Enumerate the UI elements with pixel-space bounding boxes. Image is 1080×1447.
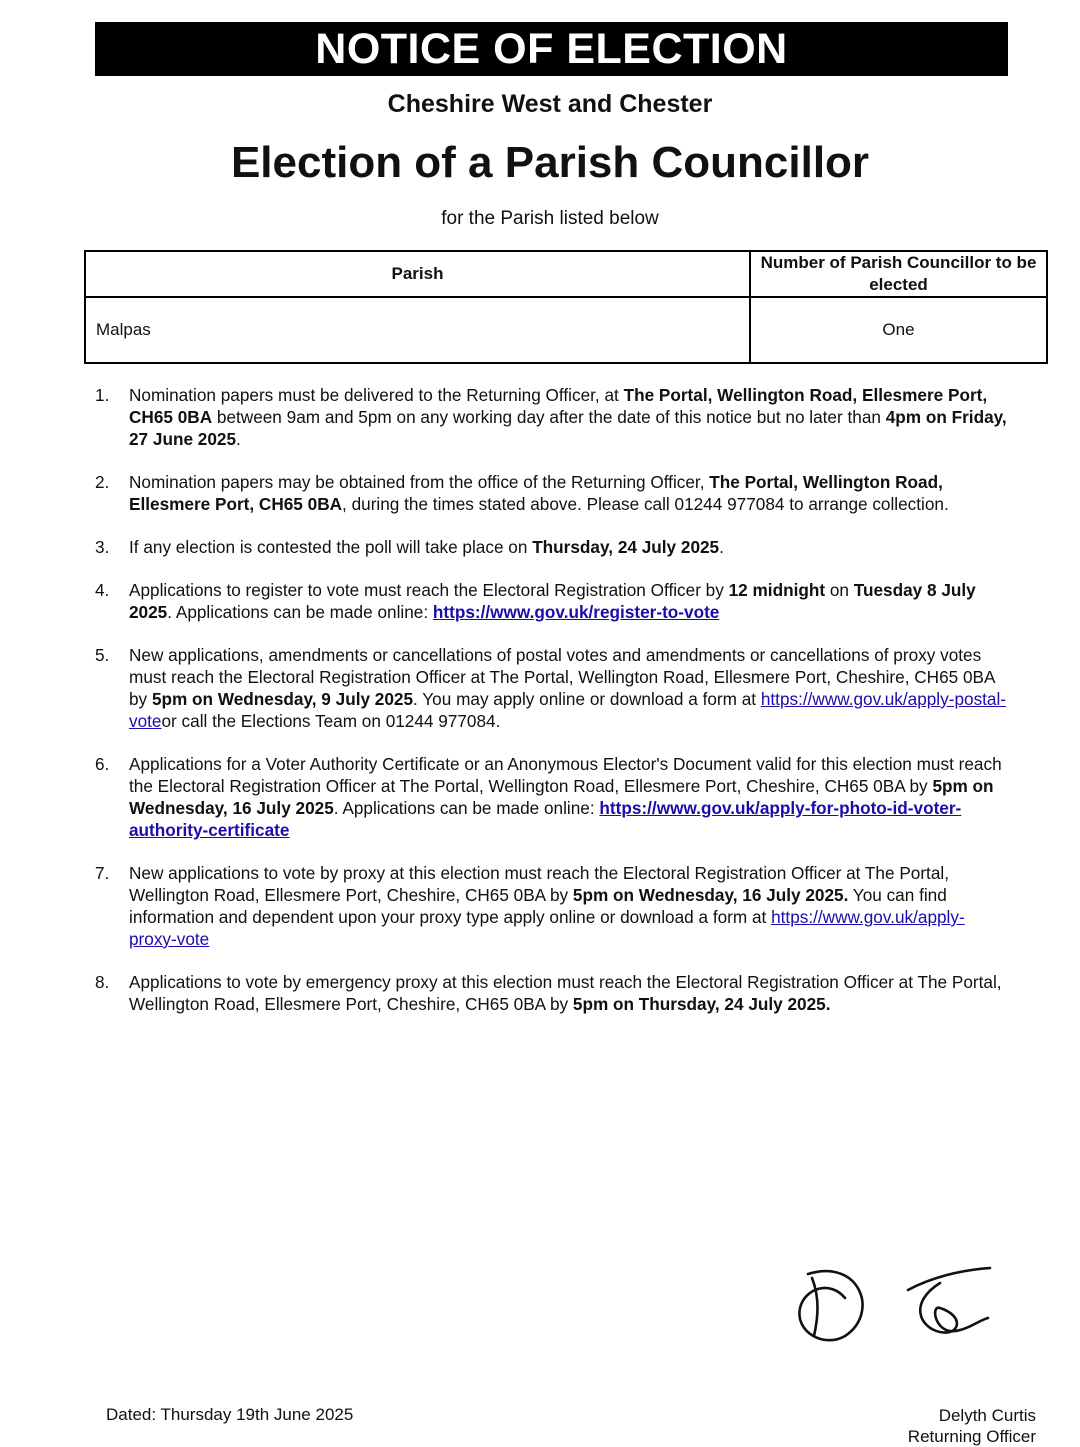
note-text-segment: If any election is contested the poll will take place on <box>129 537 533 557</box>
note-number: 2. <box>95 472 110 492</box>
note-item <box>95 536 1010 558</box>
table-header-row <box>85 251 1047 297</box>
note-number: 8. <box>95 972 110 992</box>
note-text-segment: New applications to vote by proxy at this election must reach the Electoral Registration Officer at The Portal, Wellington Road, Ellesmere Port, Cheshire, CH65 0BA by <box>129 863 949 905</box>
dated-text: Dated: Thursday 19th June 2025 <box>106 1405 354 1424</box>
note-text <box>129 384 1010 450</box>
note-item <box>95 384 1010 450</box>
note-bold-text: The Portal, Wellington Road, Ellesmere Port, CH65 0BA <box>129 385 988 427</box>
note-item <box>95 753 1010 841</box>
note-text-segment: Applications to register to vote must reach the Electoral Registration Officer by <box>129 580 729 600</box>
note-text-segment: . <box>236 429 241 449</box>
number-column-header: Number of Parish Councillor to be elected <box>750 251 1047 297</box>
parish-name-cell: Malpas <box>85 297 750 363</box>
note-text <box>129 536 1010 558</box>
table-row <box>85 297 1047 363</box>
note-text <box>129 862 1010 950</box>
note-bold-text: The Portal, Wellington Road, Ellesmere Port, CH65 0BA <box>129 472 943 514</box>
officer-name: Delyth Curtis <box>938 1406 1036 1425</box>
note-number: 6. <box>95 754 110 774</box>
note-text-segment: New applications, amendments or cancellations of postal votes and amendments or cancellations of proxy votes must reach the Electoral Registration Officer at The Portal, Wellington Road, Ellesmere Port, Cheshire, CH65 0BA by <box>129 645 995 709</box>
note-bold-text: Thursday, 24 July 2025 <box>532 537 720 557</box>
note-item <box>95 644 1010 732</box>
note-item <box>95 971 1010 1015</box>
note-text <box>129 753 1010 841</box>
note-link[interactable]: https://www.gov.uk/register-to-vote <box>432 602 720 622</box>
note-link[interactable]: https://www.gov.uk/apply-proxy-vote <box>129 907 965 949</box>
notice-banner <box>95 22 1008 76</box>
note-text-segment: . <box>719 537 724 557</box>
note-item <box>95 579 1010 623</box>
note-bold-text: 4pm on Friday, 27 June 2025 <box>129 407 1007 449</box>
councillor-count-cell: One <box>750 297 1047 363</box>
note-text-segment: or call the Elections Team on 01244 977084. <box>161 711 501 731</box>
note-text-segment: . Applications can be made online: <box>333 798 600 818</box>
signature-image <box>790 1258 1000 1348</box>
officer-title: Returning Officer <box>907 1427 1036 1446</box>
note-text-segment: You can find information and dependent upon your proxy type apply online or download a form at <box>129 885 947 927</box>
note-text-segment: , during the times stated above. Please call 01244 977084 to arrange collection. <box>342 494 949 514</box>
note-text-segment: Applications to vote by emergency proxy at this election must reach the Electoral Registration Officer at The Portal, Wellington Road, Ellesmere Port, Cheshire, CH65 0BA by <box>129 972 1002 1014</box>
note-text-segment: . You may apply online or download a form at <box>413 689 761 709</box>
parish-table <box>84 250 1048 364</box>
note-text-segment: on <box>825 580 854 600</box>
note-text <box>129 579 1010 623</box>
note-text <box>129 644 1010 732</box>
officer-block <box>908 1405 1036 1447</box>
note-text <box>129 471 1010 515</box>
note-text-segment: . Applications can be made online: <box>167 602 433 622</box>
page-subtitle: for the Parish listed below <box>441 208 659 229</box>
note-bold-text: Tuesday 8 July 2025 <box>129 580 976 622</box>
note-bold-text: 5pm on Thursday, 24 July 2025. <box>572 994 831 1014</box>
note-bold-text: 5pm on Wednesday, 16 July 2025 <box>129 776 994 818</box>
page-title: Election of a Parish Councillor <box>230 138 870 187</box>
note-bold-text: 5pm on Wednesday, 16 July 2025. <box>572 885 849 905</box>
note-text <box>129 971 1010 1015</box>
note-text-segment: Nomination papers may be obtained from the office of the Returning Officer, <box>129 472 710 492</box>
note-number: 4. <box>95 580 110 600</box>
note-number: 5. <box>95 645 110 665</box>
note-item <box>95 862 1010 950</box>
note-number: 7. <box>95 863 110 883</box>
council-name: Cheshire West and Chester <box>387 90 713 118</box>
note-bold-text: 5pm on Wednesday, 9 July 2025 <box>151 689 414 709</box>
note-number: 3. <box>95 537 110 557</box>
note-text-segment: Applications for a Voter Authority Certificate or an Anonymous Elector's Document valid for this election must reach the Electoral Registration Officer at The Portal, Wellington Road, Ellesmere Port, Cheshire, CH65 0BA by <box>129 754 1002 796</box>
note-text-segment: between 9am and 5pm on any working day after the date of this notice but no later than <box>212 407 886 427</box>
note-text-segment: Nomination papers must be delivered to the Returning Officer, at <box>129 385 624 405</box>
note-item <box>95 471 1010 515</box>
note-number: 1. <box>95 385 110 405</box>
note-bold-text: 12 midnight <box>728 580 826 600</box>
parish-column-header: Parish <box>85 251 750 297</box>
banner-title: NOTICE OF ELECTION <box>315 24 788 73</box>
note-link[interactable]: https://www.gov.uk/apply-postal-vote <box>129 689 1007 731</box>
note-link[interactable]: https://www.gov.uk/apply-for-photo-id-voter-authority-certificate <box>129 798 962 840</box>
notes-list <box>95 384 1010 1036</box>
